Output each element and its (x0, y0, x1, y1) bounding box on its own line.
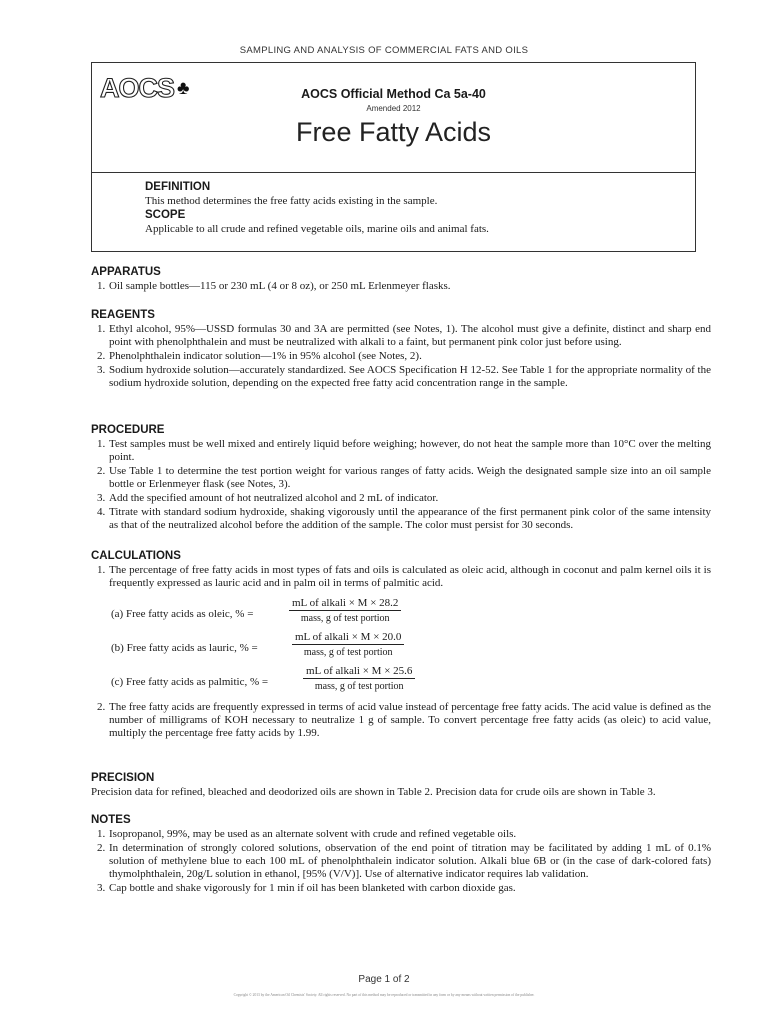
procedure-heading: PROCEDURE (91, 424, 165, 436)
definition-heading: DEFINITION (145, 181, 211, 193)
running-head: SAMPLING AND ANALYSIS OF COMMERCIAL FATS AND OILS (239, 45, 529, 56)
page-number: Page 1 of 2 (358, 974, 410, 985)
amended-date: Amended 2012 (366, 104, 421, 113)
method-header-box (91, 62, 696, 252)
reagents-section (91, 308, 711, 391)
definition-text: This method determines the free fatty acids existing in the sample. (145, 195, 438, 207)
list-item: 2. Use Table 1 to determine the test portion weight for various ranges of fatty acids. Weigh the designated sample size into an oil sample bottle or Erlenmeyer flask (see Notes, 3). (97, 465, 711, 490)
formula-lauric: (b) Free fatty acids as lauric, % = mL of alkali × M × 20.0 mass, g of test portion (109, 631, 711, 665)
apparatus-heading: APPARATUS (91, 266, 161, 278)
clover-icon: ♣ (177, 78, 190, 99)
page-title: Free Fatty Acids (295, 117, 492, 147)
calculations-heading: CALCULATIONS (91, 550, 181, 562)
apparatus-section (91, 265, 711, 294)
method-number: AOCS Official Method Ca 5a-40 (301, 87, 486, 101)
list-item: 2. Phenolphthalein indicator solution—1% in 95% alcohol (see Notes, 2). (97, 350, 422, 362)
list-item: 3. Add the specified amount of hot neutralized alcohol and 2 mL of indicator. (97, 492, 439, 504)
copyright-notice: Copyright © 2013 by the American Oil Chemists' Society. All rights reserved. No part of this method may be reproduced or transmitted in any form or by any means without written permission of the publisher. (233, 993, 535, 997)
list-item: 1. Isopropanol, 99%, may be used as an alternate solvent with crude and refined vegetable oils. (97, 828, 517, 840)
reagents-heading: REAGENTS (91, 309, 155, 321)
scope-heading: SCOPE (145, 209, 186, 221)
list-item: 2. The free fatty acids are frequently expressed in terms of acid value instead of percentage free fatty acids. The acid value is defined as the number of milligrams of KOH necessary to neutralize 1 g of sample. To convert percentage free fatty acids (as oleic) to acid value, multiply the percentage free fatty acids by 1.99. (97, 701, 711, 739)
logo-text: AOCS (100, 73, 175, 103)
list-item: 4. Titrate with standard sodium hydroxide, shaking vigorously until the appearance of the first permanent pink color of the same intensity as that of the neutralized alcohol before the addition of the sample. The color must persist for 30 seconds. (97, 506, 711, 531)
list-item: 3. Cap bottle and shake vigorously for 1 min if oil has been blanketed with carbon dioxide gas. (97, 882, 516, 894)
precision-section (91, 771, 711, 799)
list-item: 2. In determination of strongly colored solutions, observation of the end point of titration may be facilitated by adding 1 mL of 0.1% solution of methylene blue to each 100 mL of phenolphthalein indicator solution. Alkali blue 6B or (in the case of dark-colored fats) thymolphthalein, 20g/L solution in ethanol, [95% (V/V)]. Use of alternative indicator requires lab validation. (97, 842, 711, 880)
header-divider (92, 172, 695, 173)
list-item: 1. Test samples must be well mixed and entirely liquid before weighing; however, do not heat the sample more than 10°C over the melting point. (97, 438, 711, 463)
list-item: 1. Ethyl alcohol, 95%—USSD formulas 30 and 3A are permitted (see Notes, 1). The alcohol must give a definite, distinct and sharp end point with phenolphthalein and must be neutralized with alkali to a faint, but permanent pink color just before using. (97, 323, 711, 348)
definition-block (145, 180, 685, 236)
list-item: 3. Sodium hydroxide solution—accurately standardized. See AOCS Specification H 12-52. See Table 1 for the appropriate normality of the sodium hydroxide solution, depending on the expected free fatty acid concentration range in the sample. (97, 364, 711, 389)
calculations-section (91, 549, 711, 741)
precision-text: Precision data for refined, bleached and deodorized oils are shown in Table 2. Precision data for crude oils are shown in Table 3. (91, 786, 656, 798)
scope-text: Applicable to all crude and refined vegetable oils, marine oils and animal fats. (145, 223, 489, 235)
notes-heading: NOTES (91, 814, 131, 826)
formula-oleic: (a) Free fatty acids as oleic, % = mL of alkali × M × 28.2 mass, g of test portion (109, 597, 711, 631)
formula-palmitic: (c) Free fatty acids as palmitic, % = mL of alkali × M × 25.6 mass, g of test portion (109, 665, 711, 701)
notes-section (91, 813, 711, 896)
procedure-section (91, 423, 711, 533)
list-item: 1. The percentage of free fatty acids in most types of fats and oils is calculated as oleic acid, although in coconut and palm kernel oils it is frequently expressed as lauric acid and in palm oil in terms of palmitic acid. (97, 564, 711, 589)
list-item: 1. Oil sample bottles—115 or 230 mL (4 or 8 oz), or 250 mL Erlenmeyer flasks. (97, 280, 451, 292)
precision-heading: PRECISION (91, 772, 155, 784)
